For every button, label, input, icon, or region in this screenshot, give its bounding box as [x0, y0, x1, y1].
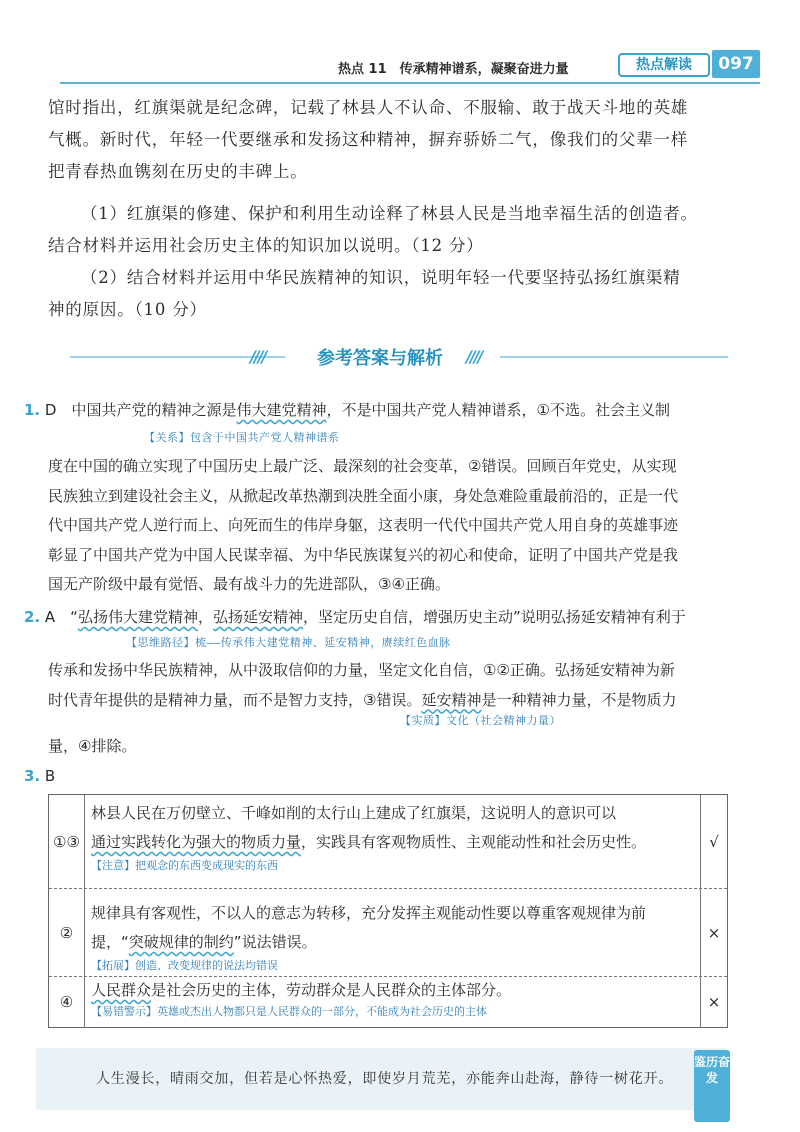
answer-line: 国无产阶级中最有觉悟、最有战斗力的先进部队，③④正确。 [48, 575, 450, 593]
highlighted-term: 弘扬伟大建党精神 [77, 608, 198, 626]
page-number: 097 [712, 50, 760, 78]
header-topic: 热点 11 传承精神谱系，凝聚奋进力量 [338, 62, 569, 77]
section-heading: 参考答案与解析 [317, 348, 443, 369]
highlighted-term: 人民群众 [91, 981, 152, 999]
question-part-2 [48, 262, 754, 326]
table-row [49, 977, 727, 1027]
handwritten-note: 【注意】把观念的东西变成现实的东西 [91, 859, 278, 872]
option-analysis [85, 977, 701, 1027]
answer-line [24, 396, 754, 426]
answer-text: ，坚定历史自信，增强历史主动”说明弘扬延安精神有利于 [303, 608, 686, 626]
answer-1-body [24, 452, 754, 600]
option-label: ④ [49, 977, 85, 1027]
option-analysis-table [48, 794, 728, 1028]
option-analysis [85, 795, 701, 888]
option-label: ①③ [49, 795, 85, 888]
table-row [49, 889, 727, 977]
title-bar-right [500, 356, 728, 358]
answer-2 [24, 603, 754, 633]
handwritten-note: 【拓展】创造、改变规律的说法均错误 [91, 959, 278, 972]
answer-number: 1. [24, 401, 41, 419]
question-part-1 [48, 198, 754, 262]
title-slashes-left: //// [250, 347, 266, 366]
analysis-text: ，实践具有客观物质性、主观能动性和社会历史性。 [301, 833, 647, 851]
answer-text: D 中国共产党的精神之源是 [44, 401, 237, 419]
analysis-line: 林县人民在万仞壁立、千峰如削的太行山上建成了红旗渠，这说明人的意识可以 [91, 804, 617, 822]
answer-2-body [24, 656, 754, 715]
answer-line: 代中国共产党人逆行而上、向死而生的伟岸身躯，这表明一代代中国共产党人用自身的英雄事迹 [48, 516, 679, 534]
handwritten-note: 【实质】文化（社会精神力量） [400, 714, 561, 727]
footer-quote: 人生漫长，晴雨交加，但若是心怀热爱，即使岁月荒芜，亦能奔山赴海，静待一树花开。 [96, 1071, 674, 1087]
footer-side-tab: 鉴历奋发 [694, 1050, 730, 1122]
answer-line [24, 686, 754, 716]
answer-text: ， [197, 608, 213, 626]
option-label: ② [49, 889, 85, 976]
answer-number: 2. [24, 608, 41, 626]
question-line: 神的原因。（10 分） [48, 300, 207, 319]
answer-text: A “ [44, 608, 78, 626]
handwritten-note: 【思维路径】梳——传承伟大建党精神、延安精神，赓续红色血脉 [126, 636, 451, 649]
material-line: 把青春热血镌刻在历史的丰碑上。 [48, 162, 308, 181]
cross-mark: × [707, 993, 721, 1011]
answer-line: 量，④排除。 [48, 737, 137, 755]
answer-text: 时代青年提供的是精神力量，而不是智力支持，③错误。 [48, 690, 422, 709]
title-slashes-right: //// [466, 347, 482, 366]
question-material [48, 92, 754, 188]
analysis-line [91, 977, 692, 1003]
page-header [60, 50, 760, 84]
option-analysis [85, 889, 701, 976]
header-section-badge: 热点解读 [618, 53, 710, 77]
answer-section-title [0, 342, 800, 372]
material-line: 馆时指出，红旗渠就是纪念碑，记载了林县人不认命、不服输、敢于战天斗地的英雄 [48, 98, 689, 117]
cross-mark: × [707, 923, 721, 942]
analysis-text: 是社会历史的主体，劳动群众是人民群众的主体部分。 [151, 981, 512, 999]
answer-3 [24, 762, 754, 792]
answer-line [24, 603, 754, 633]
header-divider [60, 82, 760, 84]
answer-text: ，不是中国共产党人精神谱系，①不选。社会主义制 [326, 401, 670, 419]
analysis-line [91, 828, 692, 857]
answer-1 [24, 396, 754, 426]
question-line: 结合材料并运用社会历史主体的知识加以说明。（12 分） [48, 236, 484, 255]
highlighted-term: 延安精神 [421, 690, 482, 709]
analysis-line: 规律具有客观性，不以人的意志为转移，充分发挥主观能动性要以尊重客观规律为前 [91, 904, 647, 922]
answer-2-end [24, 732, 754, 762]
answer-line: 民族独立到建设社会主义，从掀起改革热潮到决胜全面小康，身处急难险重最前沿的，正是一代 [48, 486, 679, 505]
answer-line: 彰显了中国共产党为中国人民谋幸福、为中华民族谋复兴的初心和使命，证明了中国共产党是我 [48, 545, 679, 564]
highlighted-term: 伟大建党精神 [236, 401, 327, 419]
highlighted-term: 通过实践转化为强大的物质力量 [91, 833, 302, 851]
answer-text: 是一种精神力量，不是物质力 [481, 690, 677, 709]
footer-quote-banner [36, 1048, 728, 1110]
table-row [49, 795, 727, 889]
analysis-text: 提，“ [91, 933, 129, 951]
answer-letter: B [44, 767, 56, 785]
handwritten-note: 【关系】包含于中国共产党人精神谱系 [144, 431, 340, 444]
highlighted-term: 突破规律的制约 [128, 933, 234, 951]
answer-line: 传承和发扬中华民族精神，从中汲取信仰的力量，坚定文化自信，①②正确。弘扬延安精神为新 [48, 661, 675, 679]
question-line: （1）红旗渠的修建、保护和利用生动诠释了林县人民是当地幸福生活的创造者。 [81, 204, 698, 223]
material-line: 气概。新时代，年轻一代要继承和发扬这种精神，摒弃骄娇二气，像我们的父辈一样 [48, 130, 689, 149]
answer-number: 3. [24, 767, 41, 785]
answer-line: 度在中国的确立实现了中国历史上最广泛、最深刻的社会变革，②错误。回顾百年党史，从实现 [48, 457, 677, 475]
highlighted-term: 弘扬延安精神 [213, 608, 304, 626]
check-mark: √ [709, 832, 719, 851]
analysis-line [91, 928, 692, 957]
handwritten-note: 【易错警示】英雄或杰出人物都只是人民群众的一部分，不能成为社会历史的主体 [91, 1005, 487, 1018]
analysis-text: ”说法错误。 [233, 933, 317, 951]
question-line: （2）结合材料并运用中华民族精神的知识，说明年轻一代要坚持弘扬红旗渠精 [81, 268, 681, 287]
